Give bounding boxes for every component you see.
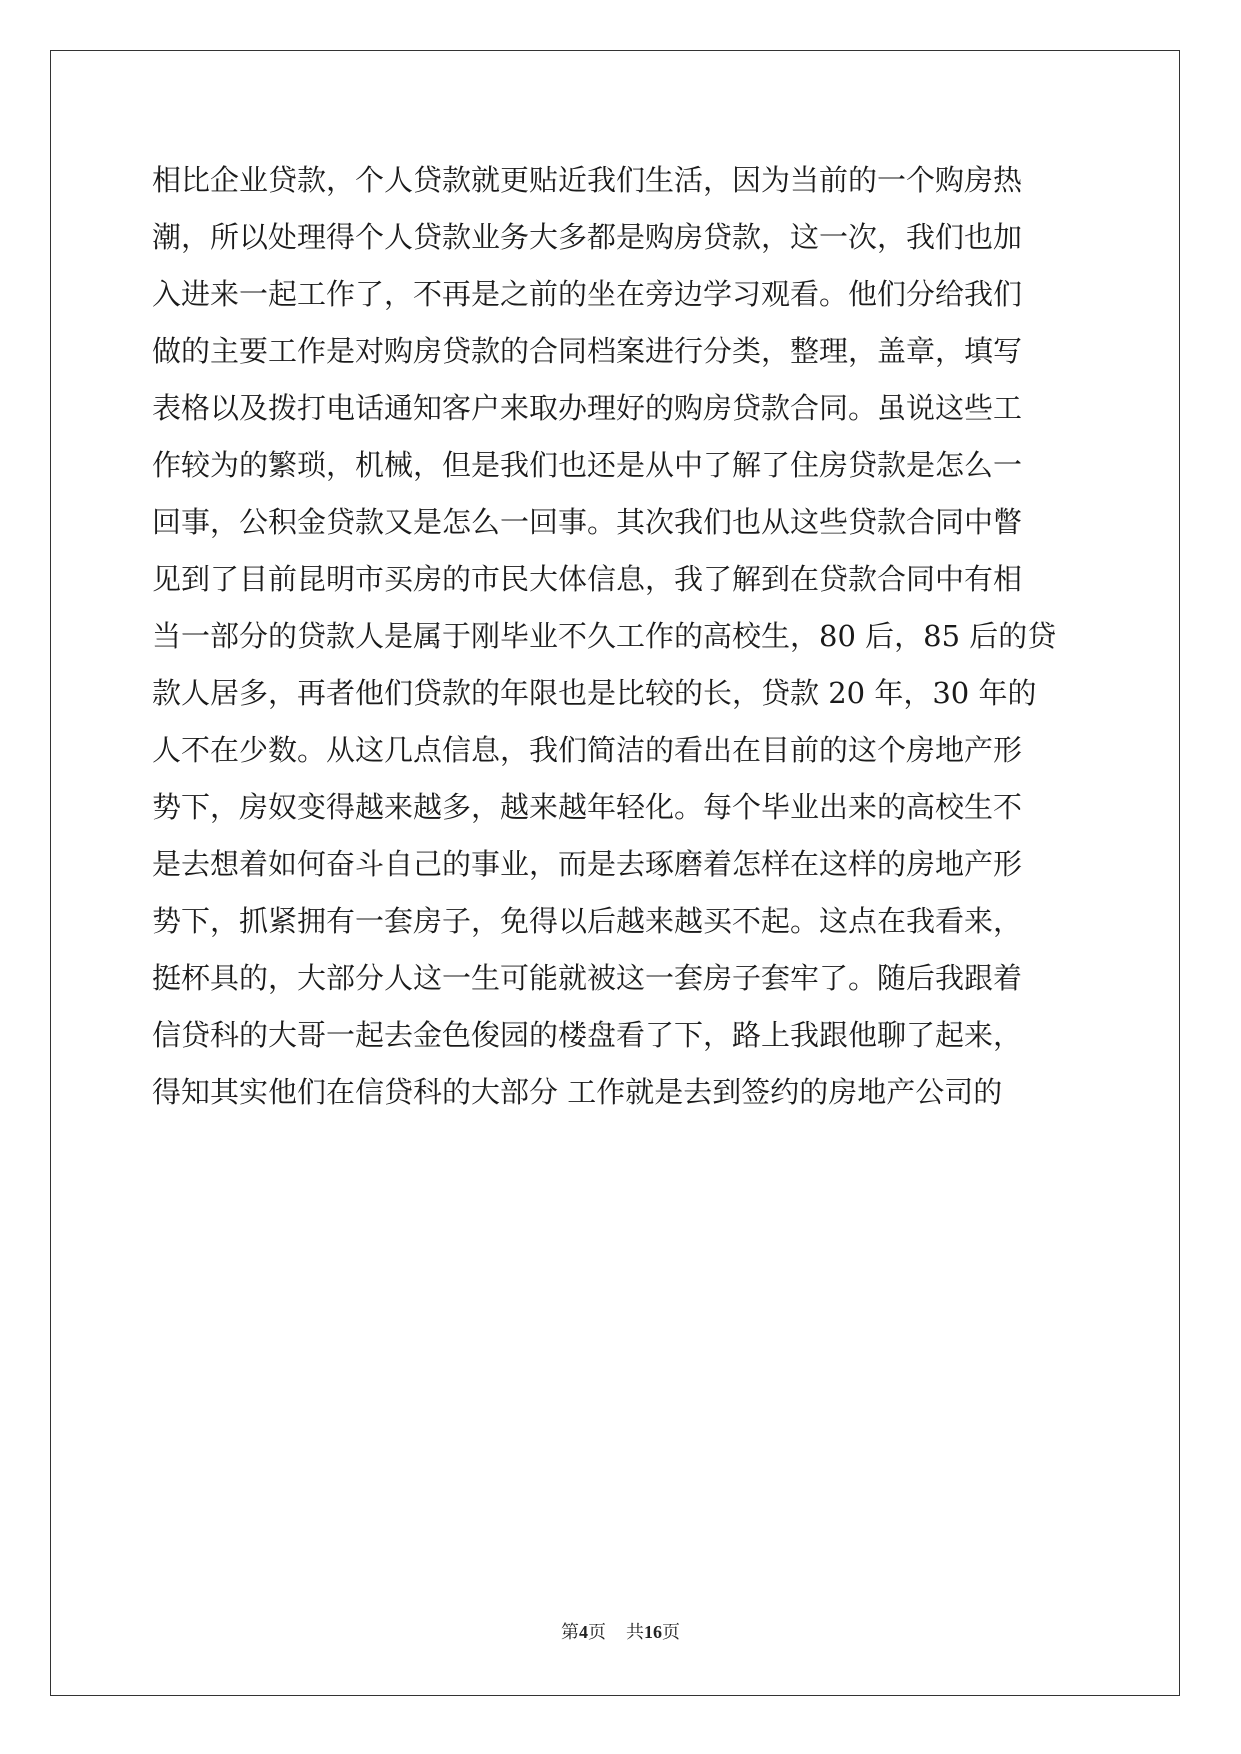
text-line: 人不在少数。从这几点信息，我们简洁的看出在目前的这个房地产形	[152, 733, 1023, 767]
text-line: 势下，房奴变得越来越多，越来越年轻化。每个毕业出来的高校生不	[152, 790, 1023, 824]
total-prefix: 共	[626, 1622, 644, 1642]
text-line: 表格以及拨打电话通知客户来取办理好的购房贷款合同。虽说这些工	[152, 391, 1023, 425]
page-footer	[0, 1620, 1241, 1644]
text-line: 做的主要工作是对购房贷款的合同档案进行分类，整理，盖章，填写	[152, 334, 1023, 368]
page-prefix: 第	[561, 1622, 579, 1642]
text-line: 相比企业贷款，个人贷款就更贴近我们生活，因为当前的一个购房热	[152, 163, 1023, 197]
total-suffix: 页	[662, 1622, 680, 1642]
text-line: 见到了目前昆明市买房的市民大体信息，我了解到在贷款合同中有相	[152, 562, 1023, 596]
total-pages: 16	[644, 1622, 662, 1642]
text-line: 得知其实他们在信贷科的大部分 工作就是去到签约的房地产公司的	[152, 1075, 1003, 1109]
text-line: 回事，公积金贷款又是怎么一回事。其次我们也从这些贷款合同中瞥	[152, 505, 1023, 539]
text-line: 款人居多，再者他们贷款的年限也是比较的长，贷款 20 年，30 年的	[152, 676, 1037, 710]
text-line: 入进来一起工作了，不再是之前的坐在旁边学习观看。他们分给我们	[152, 277, 1023, 311]
page-number: 4	[579, 1622, 588, 1642]
page-suffix: 页	[588, 1622, 606, 1642]
text-line: 作较为的繁琐，机械，但是我们也还是从中了解了住房贷款是怎么一	[152, 448, 1023, 482]
text-line: 潮，所以处理得个人贷款业务大多都是购房贷款，这一次，我们也加	[152, 220, 1023, 254]
text-line: 势下，抓紧拥有一套房子，免得以后越来越买不起。这点在我看来，	[152, 904, 1023, 938]
text-line: 当一部分的贷款人是属于刚毕业不久工作的高校生，80 后，85 后的贷	[152, 619, 1057, 653]
text-line: 是去想着如何奋斗自己的事业，而是去琢磨着怎样在这样的房地产形	[152, 847, 1023, 881]
text-line: 挺杯具的，大部分人这一生可能就被这一套房子套牢了。随后我跟着	[152, 961, 1023, 995]
text-line: 信贷科的大哥一起去金色俊园的楼盘看了下，路上我跟他聊了起来，	[152, 1018, 1023, 1052]
